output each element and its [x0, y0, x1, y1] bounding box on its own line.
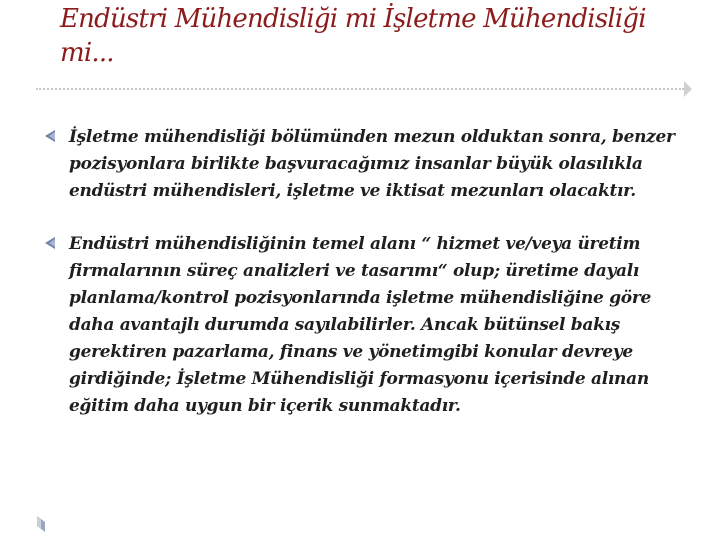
- bullet-list: [44, 124, 684, 446]
- divider-arrow-icon: [684, 81, 692, 97]
- title-divider: [36, 88, 684, 90]
- bullet-item: [44, 231, 684, 420]
- slide-title: Endüstri Mühendisliği mi İşletme Mühendisliği mi...: [60, 4, 646, 68]
- diamond-bullet-icon: [44, 128, 56, 144]
- bullet-text: Endüstri mühendisliğinin temel alanı “ hizmet ve/veya üretim firmalarının süreç analizleri ve tasarımı“ olup; üretime dayalı planlama/kontrol pozisyonlarında işletme mühendisliğine göre daha avantajlı durumda sayılabilirler. Ancak bütünsel bakış gerektiren pazarlama, finans ve yönetimgibi konular devreye girdiğinde; İşletme Mühendisliği formasyonu içerisinde alınan eğitim daha uygun bir içerik sunmaktadır.: [69, 234, 651, 416]
- diamond-bullet-icon: [44, 235, 56, 251]
- bullet-item: [44, 124, 684, 205]
- slide-corner-icon: [36, 514, 46, 534]
- bullet-text: İşletme mühendisliği bölümünden mezun olduktan sonra, benzer pozisyonlara birlikte başvuracağımız insanlar büyük olasılıkla endüstri mühendisleri, işletme ve iktisat mezunları olacaktır.: [69, 127, 675, 201]
